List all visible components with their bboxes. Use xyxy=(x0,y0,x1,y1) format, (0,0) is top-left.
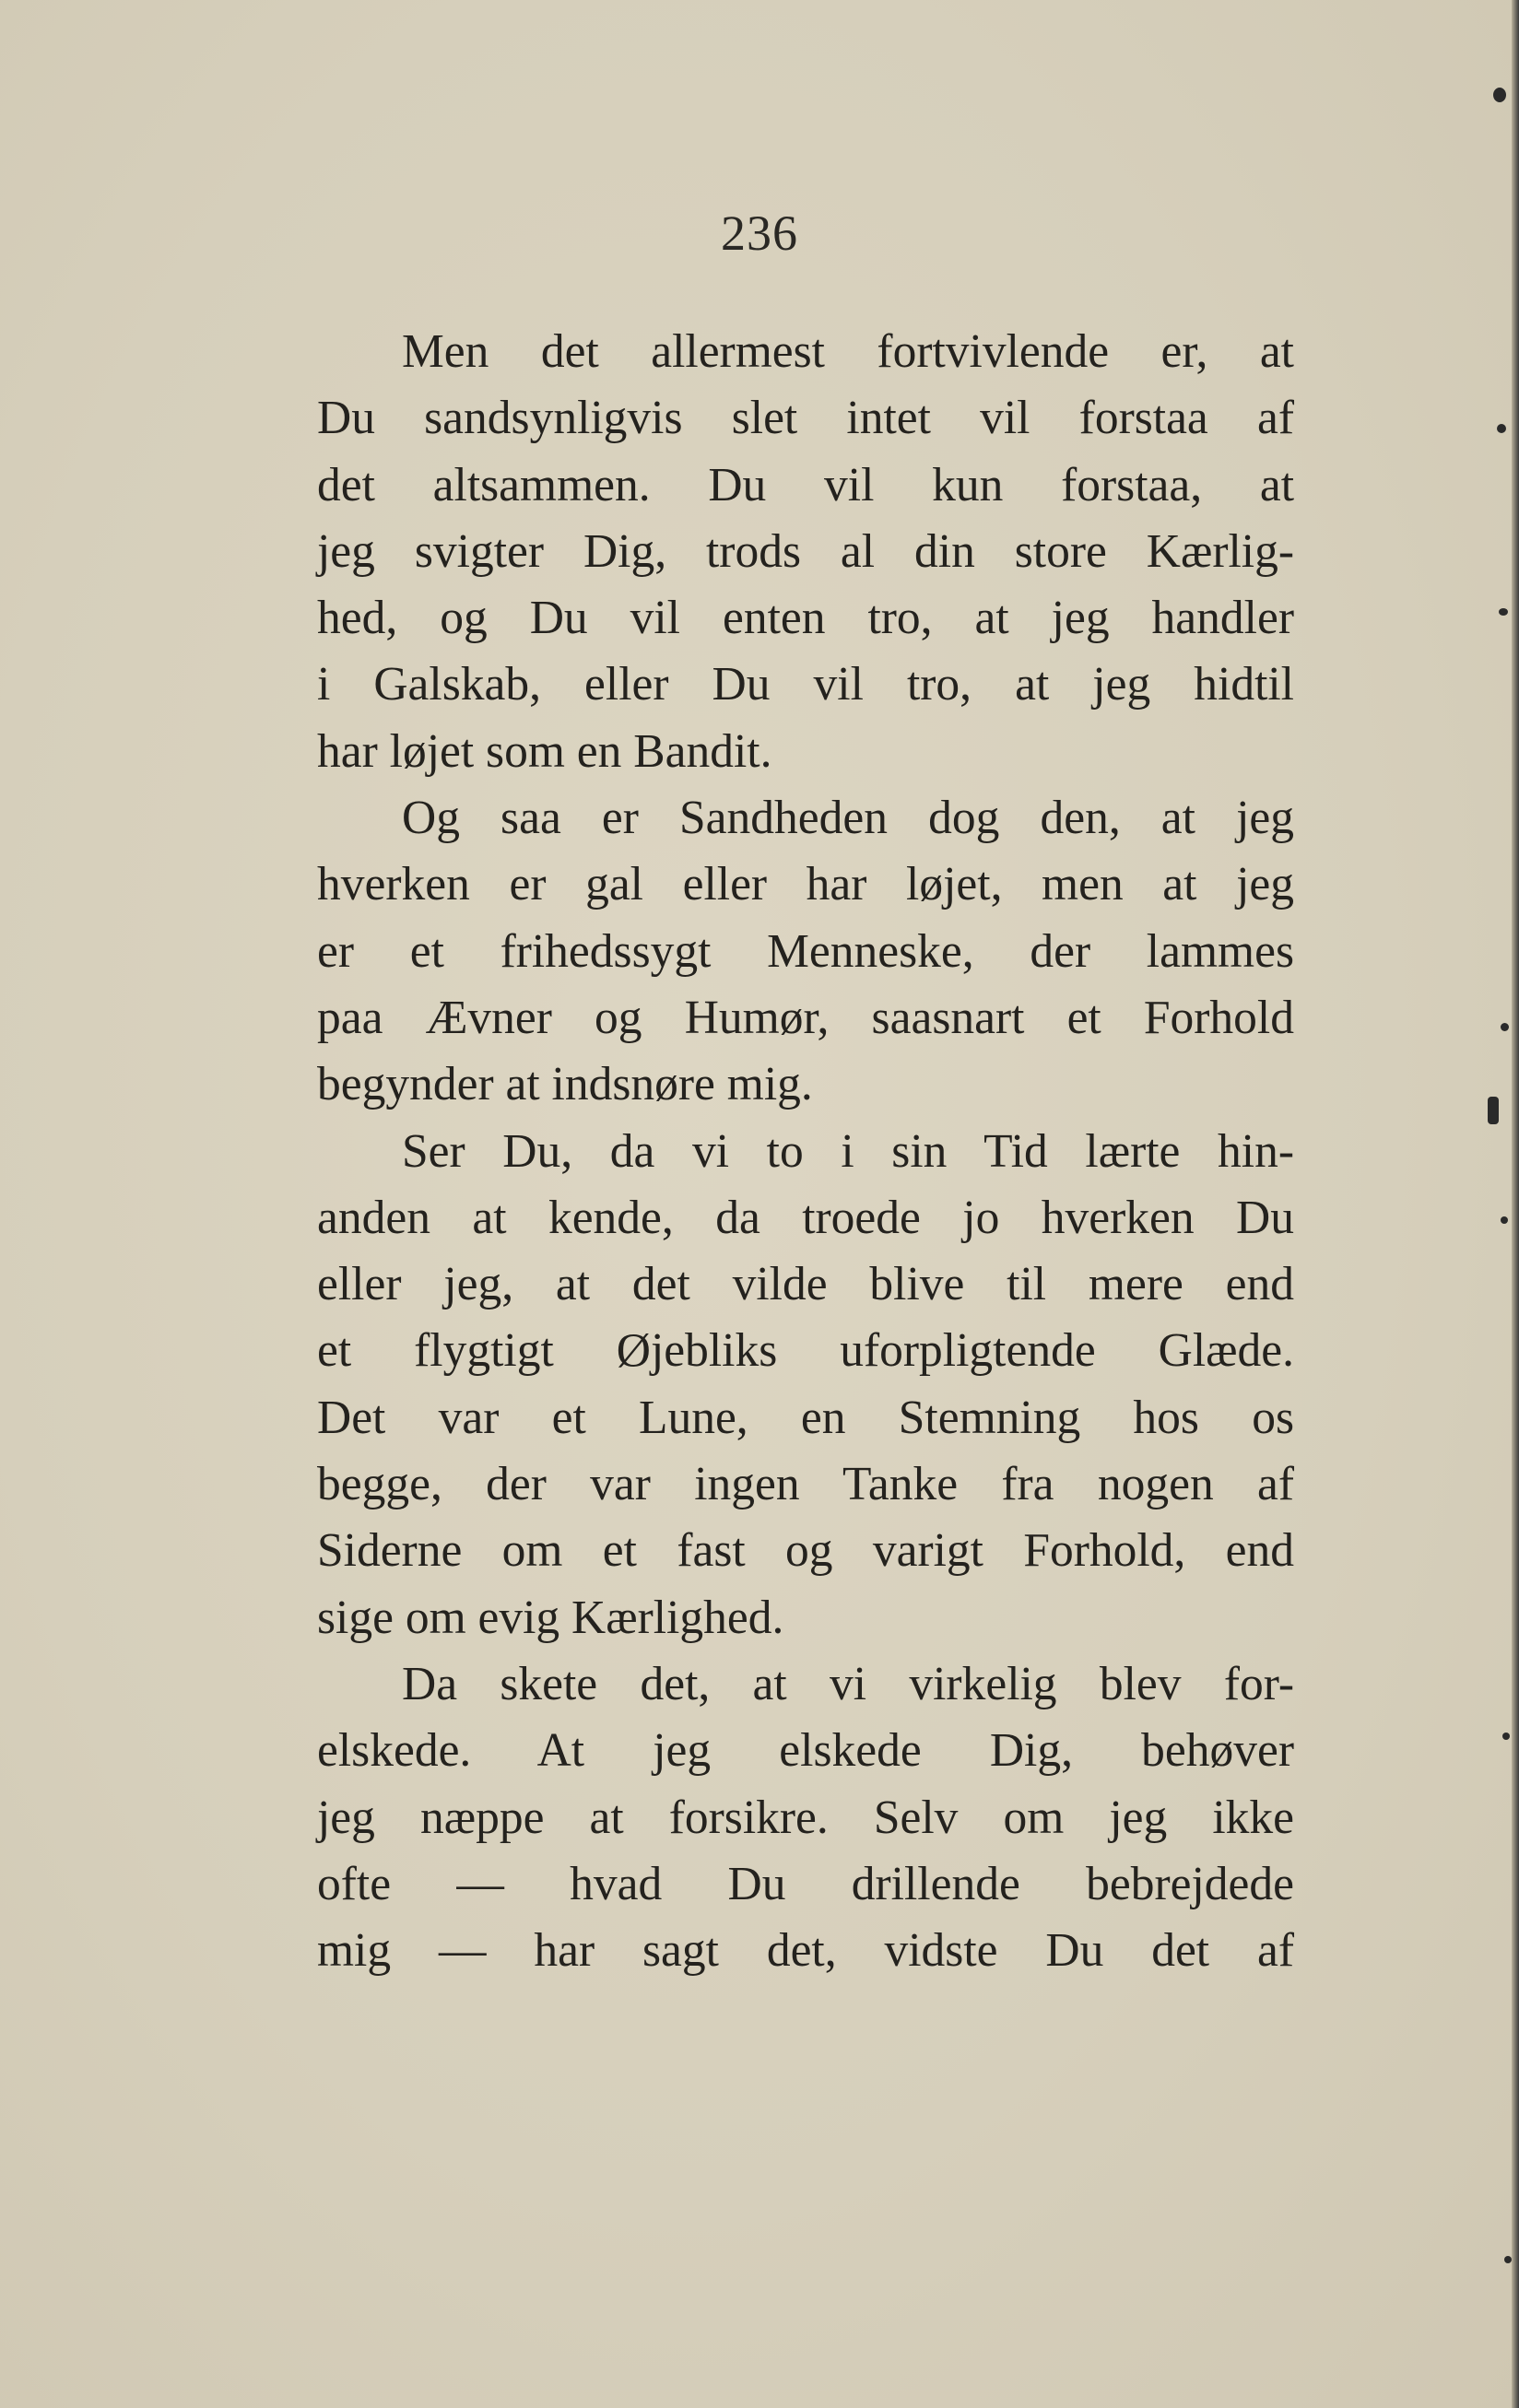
text-line: ofte — hvad Du drillende bebrejdede xyxy=(317,1857,1294,1910)
text-line: Ser Du, da vi to i sin Tid lærte hin- xyxy=(402,1124,1294,1178)
page-edge-shadow xyxy=(1512,0,1519,2408)
text-line: er et frihedssygt Menneske, der lammes xyxy=(317,924,1294,978)
text-line: Siderne om et fast og varigt Forhold, end xyxy=(317,1524,1294,1578)
text-line: hed, og Du vil enten tro, at jeg handler xyxy=(317,592,1294,645)
text-line: eller jeg, at det vilde blive til mere end xyxy=(317,1258,1294,1311)
text-line: paa Ævner og Humør, saasnart et Forhold xyxy=(317,991,1294,1044)
text-line: mig — har sagt det, vidste Du det af xyxy=(317,1924,1294,1978)
text-line: anden at kende, da troede jo hverken Du xyxy=(317,1191,1294,1244)
text-line: et flygtigt Øjebliks uforpligtende Glæde. xyxy=(317,1324,1294,1378)
text-line: har løjet som en Bandit. xyxy=(317,724,772,778)
page-number: 236 xyxy=(721,206,798,261)
text-line: Men det allermest fortvivlende er, at xyxy=(402,325,1294,378)
text-line: jeg svigter Dig, trods al din store Kærlig- xyxy=(317,524,1294,578)
text-line: Da skete det, at vi virkelig blev for- xyxy=(402,1657,1294,1710)
text-line: Du sandsynligvis slet intet vil forstaa af xyxy=(317,392,1294,445)
text-line: elskede. At jeg elskede Dig, behøver xyxy=(317,1724,1294,1778)
scan-speck xyxy=(1501,1023,1509,1031)
scan-speck xyxy=(1493,88,1506,102)
text-line: sige om evig Kærlighed. xyxy=(317,1591,784,1644)
body-text xyxy=(317,319,1294,1984)
text-line: hverken er gal eller har løjet, men at jeg xyxy=(317,858,1294,911)
text-line: Og saa er Sandheden dog den, at jeg xyxy=(402,792,1294,845)
scan-speck xyxy=(1504,2256,1512,2263)
text-line: i Galskab, eller Du vil tro, at jeg hidtil xyxy=(317,658,1294,711)
text-line: det altsammen. Du vil kun forstaa, at xyxy=(317,458,1294,511)
text-line: begynder at indsnøre mig. xyxy=(317,1058,813,1111)
text-line: begge, der var ingen Tanke fra nogen af xyxy=(317,1458,1294,1511)
scan-speck xyxy=(1488,1097,1499,1124)
scan-speck xyxy=(1497,424,1506,433)
scan-speck xyxy=(1499,608,1508,616)
scan-speck xyxy=(1501,1216,1508,1224)
scan-speck xyxy=(1502,1733,1510,1740)
text-line: Det var et Lune, en Stemning hos os xyxy=(317,1391,1294,1444)
text-line: jeg næppe at forsikre. Selv om jeg ikke xyxy=(317,1791,1294,1844)
